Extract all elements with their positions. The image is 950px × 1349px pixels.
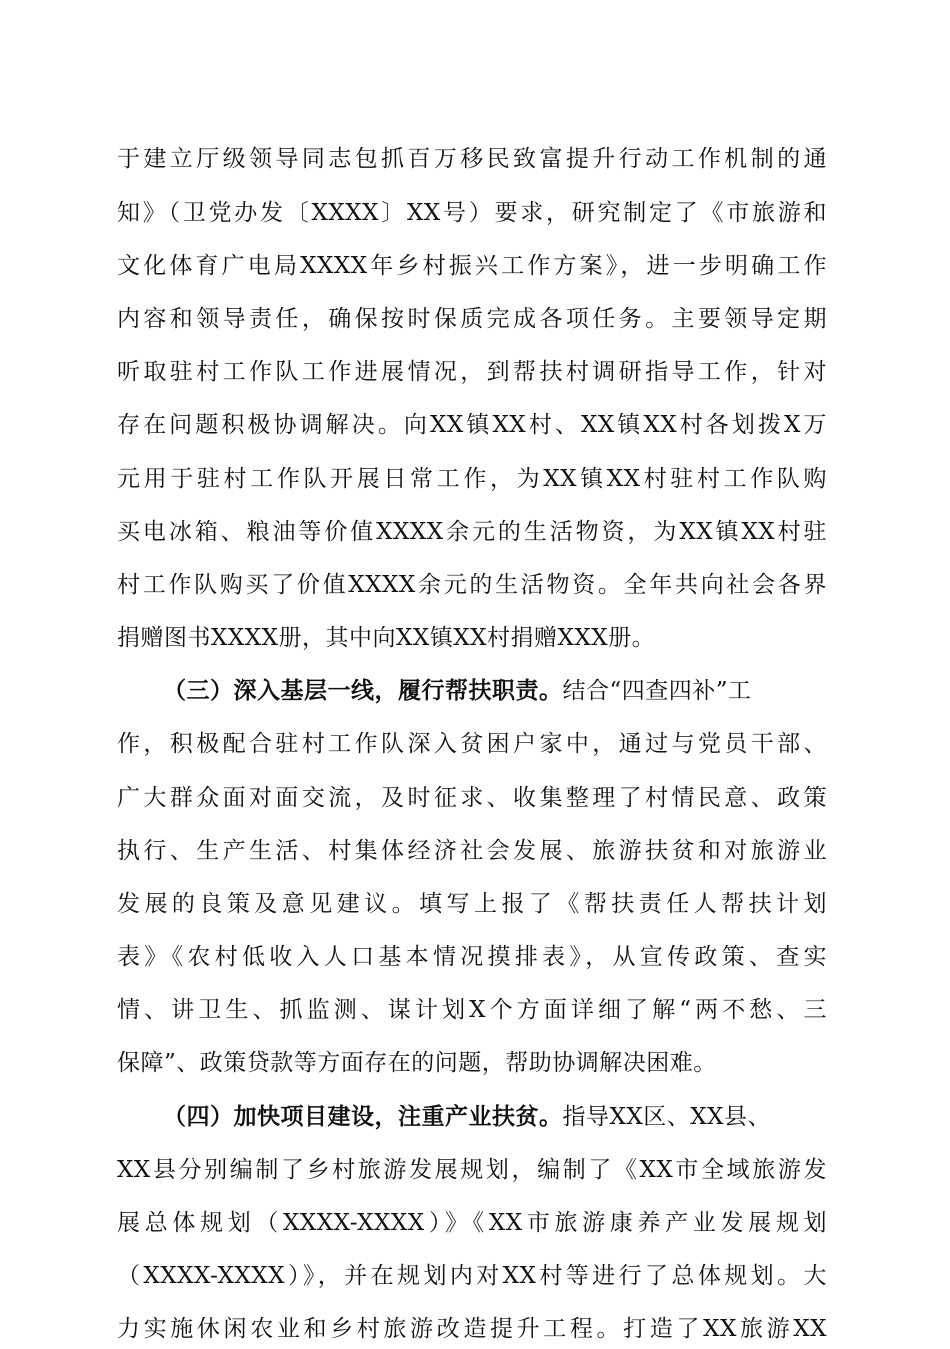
paragraph-line: 买电冰箱、粮油等价值XXXX余元的生活物资，为XX镇XX村驻 — [117, 519, 827, 545]
paragraph-line: 广大群众面对面交流，及时征求、收集整理了村情民意、政策 — [117, 785, 827, 811]
section-3-first-line — [163, 671, 827, 711]
paragraph-line: 情、讲卫生、抓监测、谋计划X个方面详细了解“两不愁、三 — [117, 997, 827, 1023]
paragraph-line: 执行、生产生活、村集体经济社会发展、旅游扶贫和对旅游业 — [117, 838, 827, 864]
paragraph-line: 内容和领导责任，确保按时保质完成各项任务。主要领导定期 — [117, 306, 827, 332]
paragraph-line: 听取驻村工作队工作进展情况，到帮扶村调研指导工作，针对 — [117, 359, 827, 385]
section-4-heading: （四）加快项目建设，注重产业扶贫。 — [163, 1103, 563, 1130]
section-4-first-line-text: 指导XX区、XX县、 — [562, 1104, 771, 1130]
paragraph-line: XX县分别编制了乡村旅游发展规划，编制了《XX市全域旅游发 — [117, 1157, 827, 1183]
paragraph-line: 知》（卫党办发〔XXXX〕XX号）要求，研究制定了《市旅游和 — [117, 200, 827, 226]
paragraph-line: 村工作队购买了价值XXXX余元的生活物资。全年共向社会各界 — [117, 572, 827, 598]
paragraph-line: 文化体育广电局XXXX年乡村振兴工作方案》，进一步明确工作 — [117, 253, 827, 279]
paragraph-line: 捐赠图书XXXX册，其中向XX镇XX村捐赠XXX册。 — [117, 625, 656, 651]
paragraph-line: 于建立厅级领导同志包抓百万移民致富提升行动工作机制的通 — [117, 146, 827, 172]
paragraph-line: 元用于驻村工作队开展日常工作，为XX镇XX村驻村工作队购 — [117, 466, 827, 492]
section-3-heading: （三）深入基层一线，履行帮扶职责。 — [163, 677, 563, 704]
paragraph-line: 力实施休闲农业和乡村旅游改造提升工程。打造了XX旅游XX — [117, 1316, 827, 1342]
paragraph-line: 表》《农村低收入人口基本情况摸排表》，从宣传政策、查实 — [117, 944, 827, 970]
section-4-first-line — [163, 1097, 827, 1137]
paragraph-line: 存在问题积极协调解决。向XX镇XX村、XX镇XX村各划拨X万 — [117, 412, 827, 438]
paragraph-line: 作，积极配合驻村工作队深入贫困户家中，通过与党员干部、 — [117, 731, 827, 757]
paragraph-line: 保障”、政策贷款等方面存在的问题，帮助协调解决困难。 — [117, 1050, 717, 1076]
paragraph-line: 发展的良策及意见建议。填写上报了《帮扶责任人帮扶计划 — [117, 891, 827, 917]
paragraph-line: （XXXX-XXXX）》，并在规划内对XX村等进行了总体规划。大 — [117, 1263, 827, 1289]
section-3-first-line-text: 结合“四查四补”工 — [562, 678, 752, 704]
paragraph-line: 展总体规划（XXXX-XXXX）》《XX市旅游康养产业发展规划 — [117, 1210, 827, 1236]
